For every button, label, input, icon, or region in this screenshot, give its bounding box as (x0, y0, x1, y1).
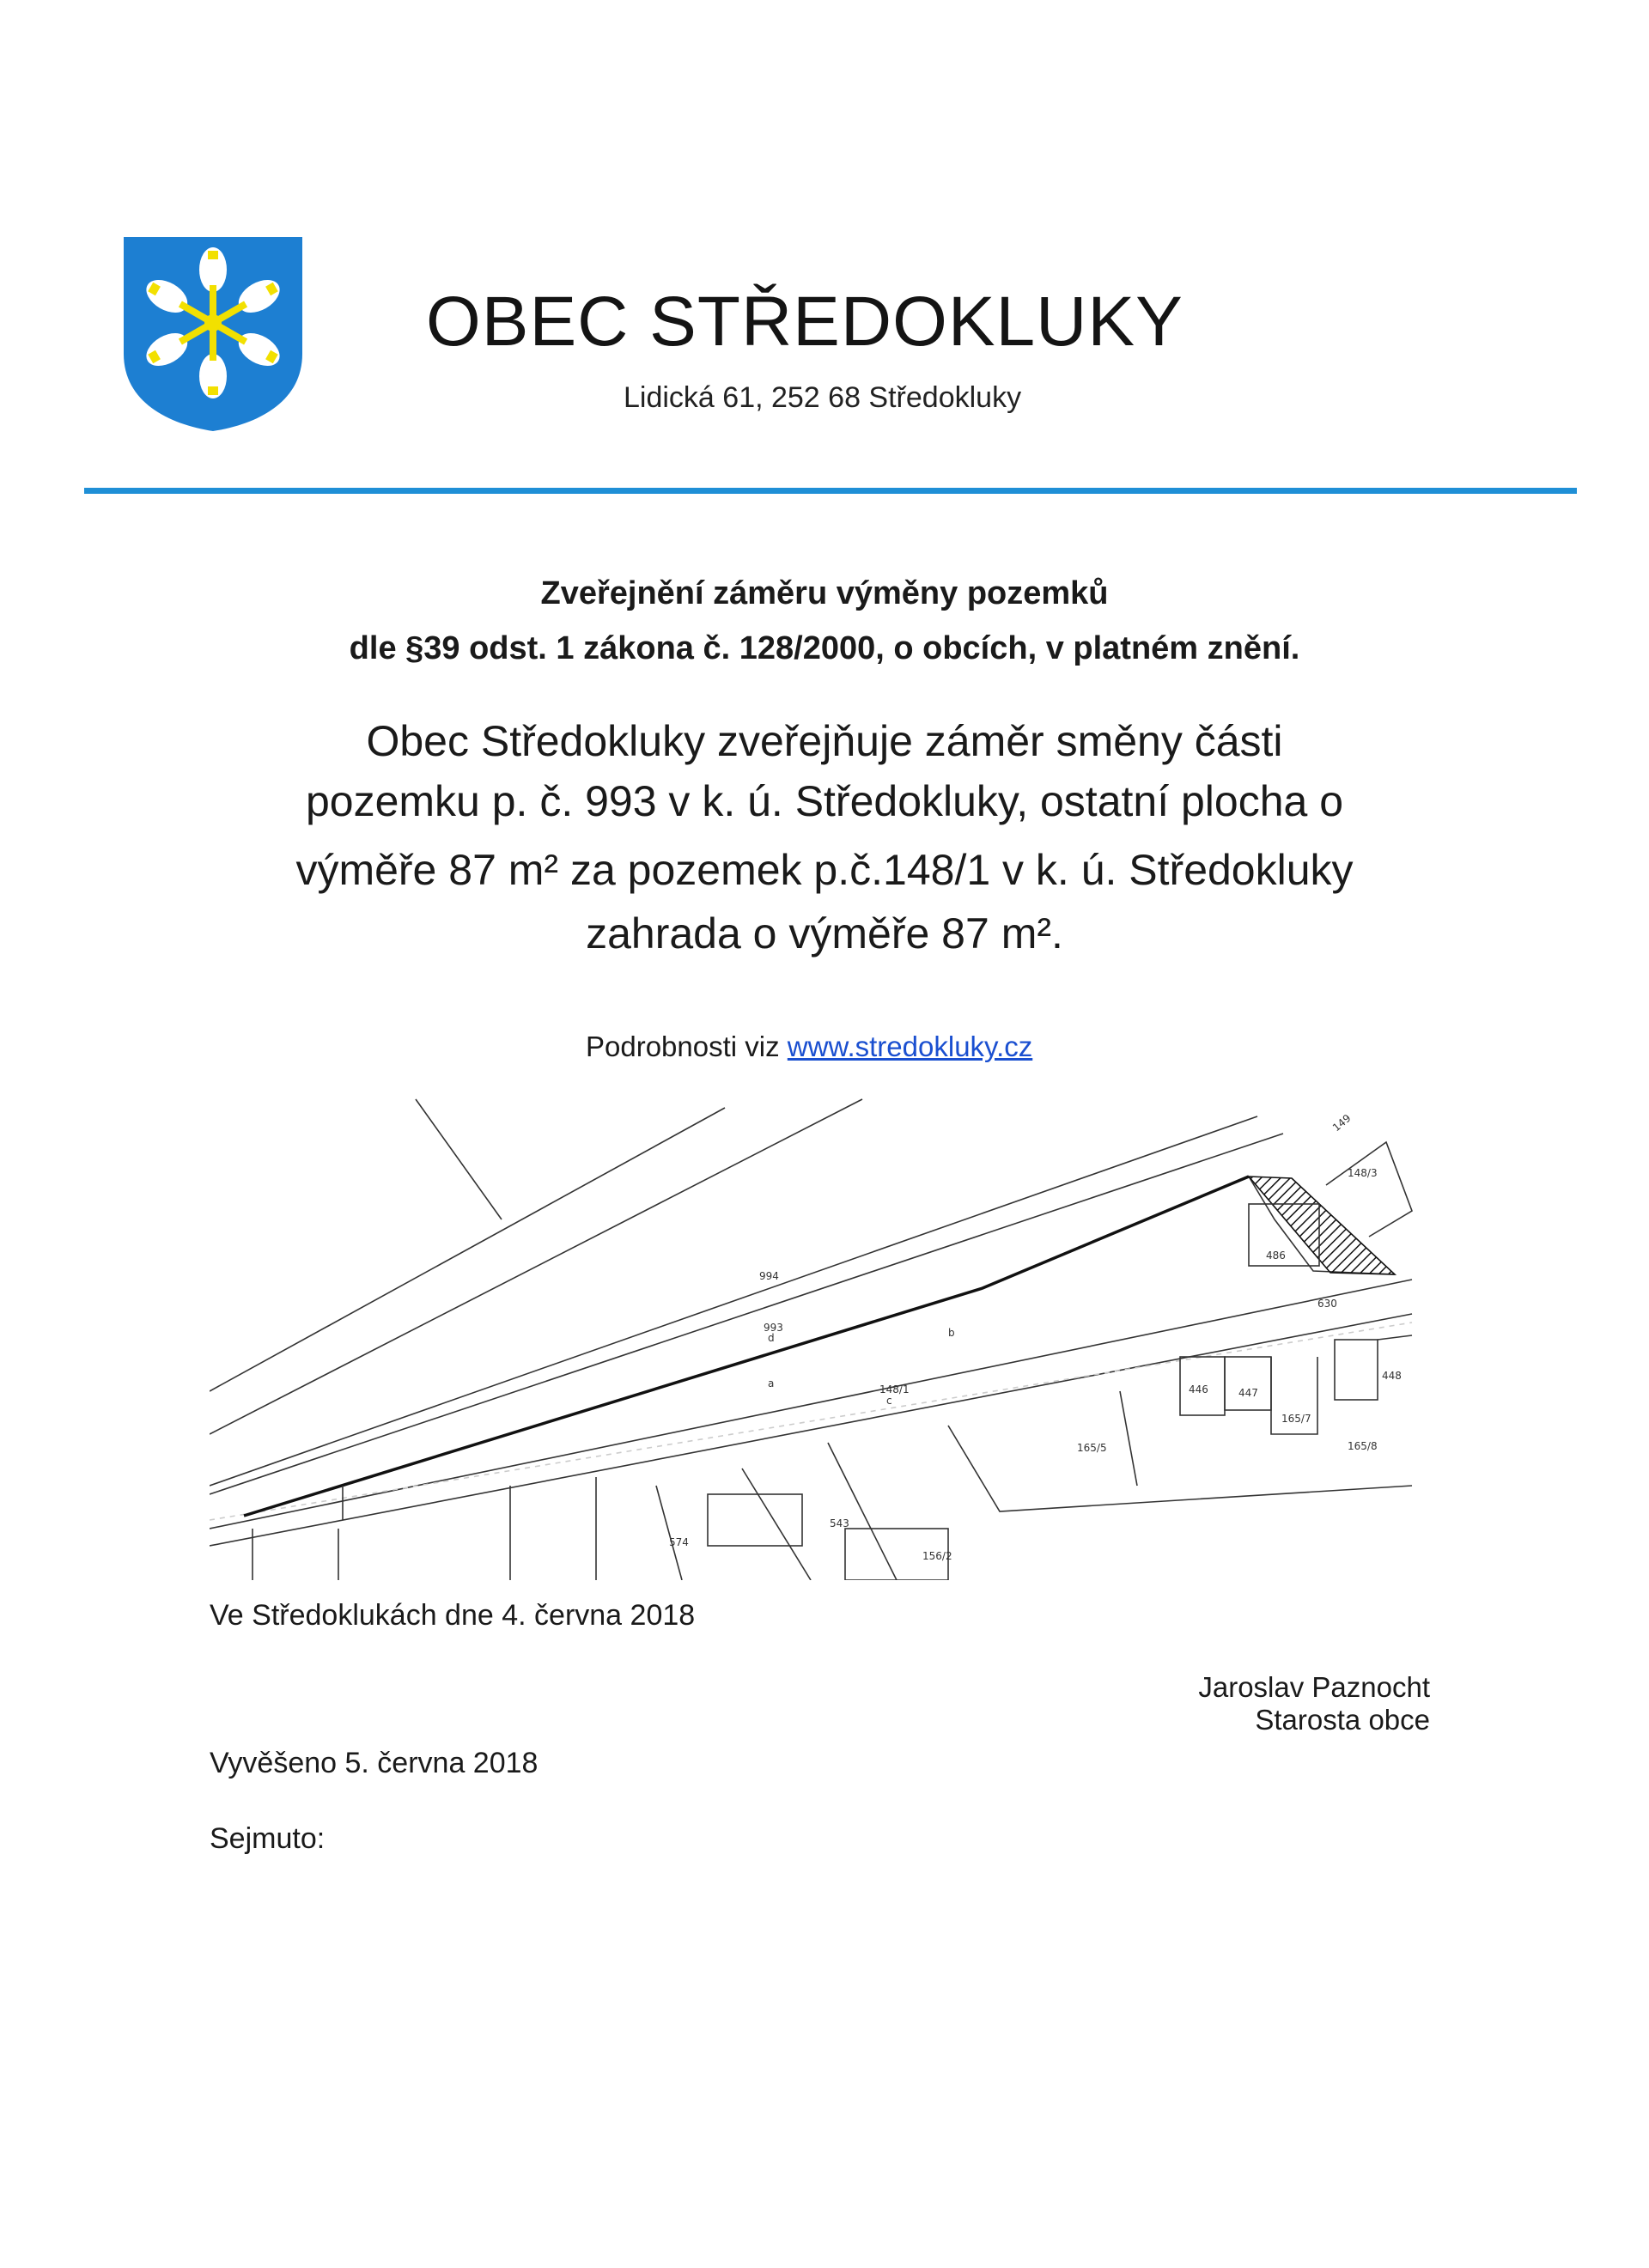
map-label: d (768, 1332, 775, 1344)
signer-title: Starosta obce (1255, 1704, 1430, 1736)
map-label: b (948, 1327, 955, 1339)
header-divider (84, 488, 1577, 494)
map-label: 446 (1189, 1383, 1208, 1395)
details-prefix: Podrobnosti viz (586, 1031, 788, 1062)
map-label: 165/5 (1077, 1442, 1107, 1454)
map-label: 148/3 (1348, 1167, 1378, 1179)
notice-body-line3: výměře 87 m² za pozemek p.č.148/1 v k. ú. Středokluky (295, 846, 1354, 894)
map-label: 574 (669, 1536, 689, 1548)
map-label: 447 (1238, 1387, 1258, 1399)
map-label: a (768, 1377, 775, 1389)
details-line (586, 1031, 1032, 1063)
signature-block (1185, 1671, 1430, 1736)
notice-body-line4: zahrada o výměře 87 m². (586, 909, 1063, 958)
map-label: 993 (764, 1322, 783, 1334)
cadastral-map (210, 1082, 1417, 1580)
notice-heading-line2: dle §39 odst. 1 zákona č. 128/2000, o obcích, v platném znění. (349, 630, 1300, 666)
map-label: 994 (759, 1270, 779, 1282)
map-label: 165/8 (1348, 1440, 1378, 1452)
signer-name: Jaroslav Paznocht (1198, 1671, 1430, 1703)
notice-body-line2: pozemku p. č. 993 v k. ú. Středokluky, ostatní plocha o (305, 777, 1344, 825)
place-and-date: Ve Středoklukách dne 4. června 2018 (210, 1599, 696, 1632)
posted-date: Vyvěšeno 5. června 2018 (210, 1747, 539, 1779)
map-label: 156/2 (922, 1550, 952, 1562)
notice-heading-line1: Zveřejnění záměru výměny pozemků (540, 575, 1109, 611)
notice-body-line1: Obec Středokluky zveřejňuje záměr směny části (366, 717, 1283, 765)
map-label: 165/7 (1281, 1413, 1311, 1425)
map-label: c (886, 1395, 892, 1407)
map-label: 543 (830, 1517, 849, 1529)
coat-of-arms-logo (120, 234, 306, 433)
map-label: 486 (1266, 1250, 1286, 1262)
map-label: 149 (1330, 1111, 1354, 1134)
map-label: 148/1 (879, 1383, 910, 1395)
municipality-address: Lidická 61, 252 68 Středokluky (624, 381, 1022, 414)
map-label: 630 (1317, 1298, 1337, 1310)
municipality-title: OBEC STŘEDOKLUKY (426, 283, 1184, 361)
removed-date: Sejmuto: (210, 1822, 326, 1855)
map-lines (210, 1099, 1412, 1580)
website-link[interactable]: www.stredokluky.cz (787, 1031, 1033, 1062)
map-label: 448 (1382, 1370, 1402, 1382)
